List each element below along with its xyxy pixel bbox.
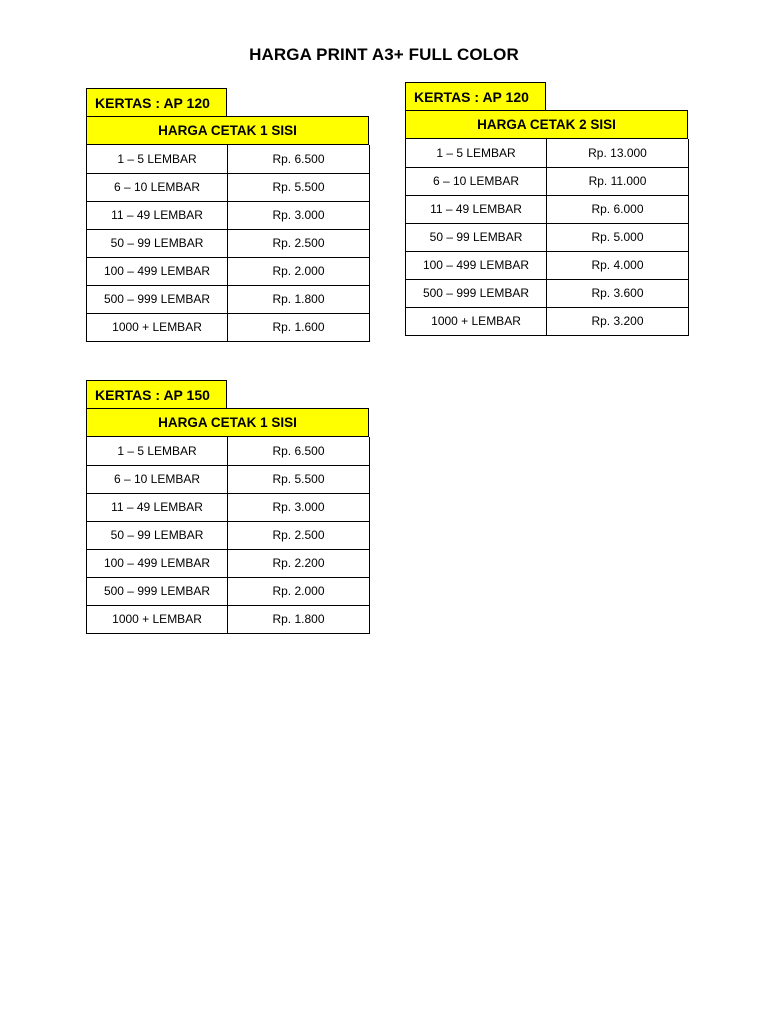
paper-label: KERTAS : AP 120 (86, 88, 227, 116)
price-table (86, 437, 370, 634)
table-row (406, 279, 689, 307)
quantity-cell: 100 – 499 LEMBAR (406, 251, 547, 279)
table-row (87, 465, 370, 493)
table-row (406, 139, 689, 167)
table-row (87, 313, 370, 341)
price-cell: Rp. 5.500 (228, 465, 370, 493)
table-row (406, 195, 689, 223)
table-row (87, 229, 370, 257)
quantity-cell: 50 – 99 LEMBAR (87, 521, 228, 549)
table-row (87, 493, 370, 521)
table-row (406, 223, 689, 251)
table-row (87, 257, 370, 285)
print-type-header: HARGA CETAK 2 SISI (405, 110, 688, 139)
quantity-cell: 1000 + LEMBAR (406, 307, 547, 335)
price-cell: Rp. 3.200 (547, 307, 689, 335)
table-row (87, 285, 370, 313)
price-cell: Rp. 1.800 (228, 285, 370, 313)
quantity-cell: 11 – 49 LEMBAR (87, 493, 228, 521)
price-cell: Rp. 1.800 (228, 605, 370, 633)
table-row (87, 605, 370, 633)
quantity-cell: 1 – 5 LEMBAR (87, 145, 228, 173)
price-cell: Rp. 6.000 (547, 195, 689, 223)
table-row (87, 437, 370, 465)
price-cell: Rp. 3.600 (547, 279, 689, 307)
table-row (87, 577, 370, 605)
print-type-header: HARGA CETAK 1 SISI (86, 116, 369, 145)
price-cell: Rp. 2.500 (228, 521, 370, 549)
table-row (87, 521, 370, 549)
price-cell: Rp. 13.000 (547, 139, 689, 167)
quantity-cell: 6 – 10 LEMBAR (87, 465, 228, 493)
table-row (87, 549, 370, 577)
price-cell: Rp. 5.000 (547, 223, 689, 251)
paper-label: KERTAS : AP 120 (405, 82, 546, 110)
quantity-cell: 50 – 99 LEMBAR (406, 223, 547, 251)
page-title: HARGA PRINT A3+ FULL COLOR (249, 45, 519, 64)
table-row (87, 173, 370, 201)
quantity-cell: 500 – 999 LEMBAR (406, 279, 547, 307)
price-cell: Rp. 2.000 (228, 577, 370, 605)
price-cell: Rp. 1.600 (228, 313, 370, 341)
table-row (406, 307, 689, 335)
price-table (86, 145, 370, 342)
price-cell: Rp. 2.000 (228, 257, 370, 285)
paper-label: KERTAS : AP 150 (86, 380, 227, 408)
quantity-cell: 50 – 99 LEMBAR (87, 229, 228, 257)
price-cell: Rp. 6.500 (228, 437, 370, 465)
quantity-cell: 100 – 499 LEMBAR (87, 549, 228, 577)
price-cell: Rp. 11.000 (547, 167, 689, 195)
table-row (87, 201, 370, 229)
quantity-cell: 1 – 5 LEMBAR (87, 437, 228, 465)
price-cell: Rp. 2.200 (228, 549, 370, 577)
price-cell: Rp. 4.000 (547, 251, 689, 279)
table-row (406, 251, 689, 279)
price-cell: Rp. 2.500 (228, 229, 370, 257)
quantity-cell: 500 – 999 LEMBAR (87, 285, 228, 313)
quantity-cell: 11 – 49 LEMBAR (87, 201, 228, 229)
price-cell: Rp. 3.000 (228, 493, 370, 521)
table-row (87, 145, 370, 173)
price-cell: Rp. 3.000 (228, 201, 370, 229)
price-block-ap150-1-sisi (86, 380, 369, 634)
price-block-ap120-1-sisi (86, 88, 369, 342)
price-block-ap120-2-sisi (405, 82, 688, 336)
quantity-cell: 11 – 49 LEMBAR (406, 195, 547, 223)
quantity-cell: 500 – 999 LEMBAR (87, 577, 228, 605)
quantity-cell: 1000 + LEMBAR (87, 605, 228, 633)
price-cell: Rp. 6.500 (228, 145, 370, 173)
price-table (405, 139, 689, 336)
quantity-cell: 6 – 10 LEMBAR (87, 173, 228, 201)
quantity-cell: 1 – 5 LEMBAR (406, 139, 547, 167)
price-cell: Rp. 5.500 (228, 173, 370, 201)
quantity-cell: 6 – 10 LEMBAR (406, 167, 547, 195)
quantity-cell: 1000 + LEMBAR (87, 313, 228, 341)
quantity-cell: 100 – 499 LEMBAR (87, 257, 228, 285)
table-row (406, 167, 689, 195)
print-type-header: HARGA CETAK 1 SISI (86, 408, 369, 437)
